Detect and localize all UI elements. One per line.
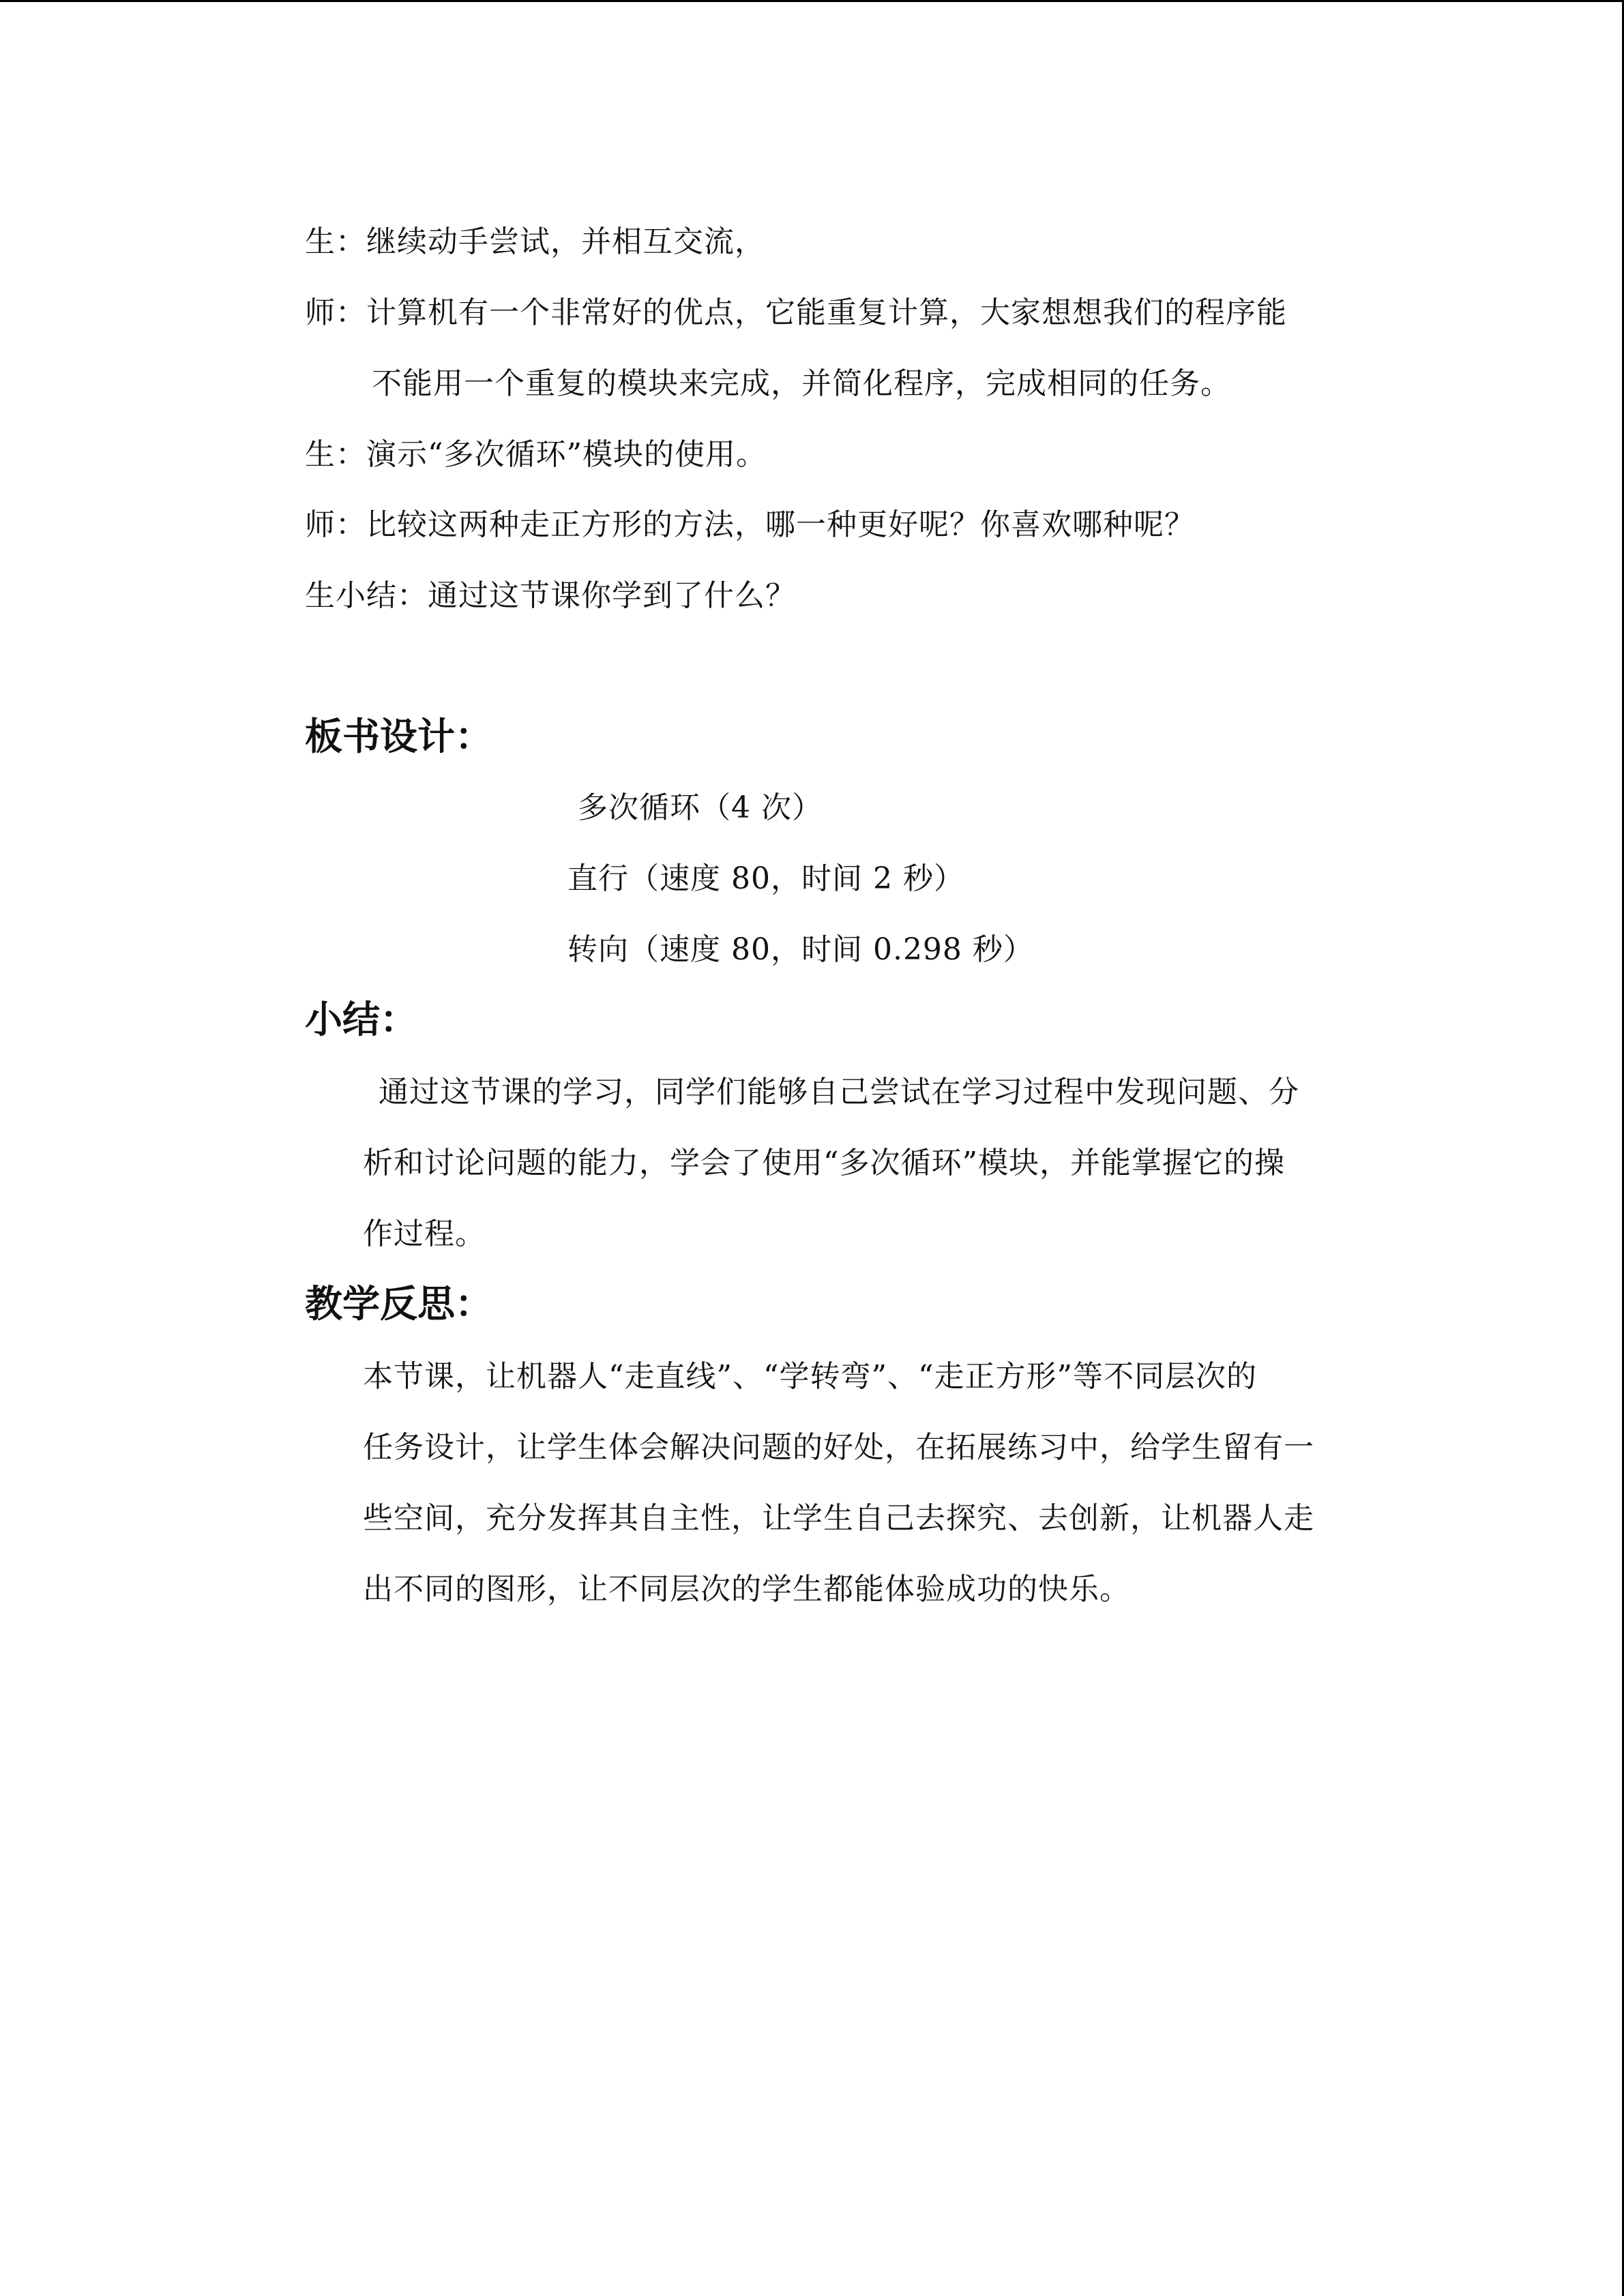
- summary-heading: 小结：: [305, 998, 418, 1041]
- reflection-line: 本节课，让机器人“走直线”、“学转弯”、“走正方形”等不同层次的: [363, 1359, 1257, 1394]
- dialogue-line: 生：演示“多次循环”模块的使用。: [305, 437, 767, 472]
- reflection-line: 任务设计，让学生体会解决问题的好处，在拓展练习中，给学生留有一: [363, 1430, 1314, 1465]
- dialogue-line: 师：比较这两种走正方形的方法，哪一种更好呢？你喜欢哪种呢？: [305, 507, 1195, 542]
- reflection-line: 些空间，充分发挥其自主性，让学生自己去探究、去创新，让机器人走: [363, 1501, 1314, 1536]
- dialogue-line: 生：继续动手尝试，并相互交流，: [305, 224, 765, 259]
- page-top-border: [0, 0, 1624, 2]
- board-line: 直行（速度 80，时间 2 秒）: [567, 861, 964, 896]
- dialogue-line-continued: 不能用一个重复的模块来完成，并简化程序，完成相同的任务。: [372, 366, 1231, 401]
- reflection-line: 出不同的图形，让不同层次的学生都能体验成功的快乐。: [363, 1572, 1130, 1607]
- dialogue-line: 师：计算机有一个非常好的优点，它能重复计算，大家想想我们的程序能: [305, 295, 1287, 330]
- board-design-heading: 板书设计：: [305, 715, 493, 758]
- board-line: 多次循环（4 次）: [578, 790, 823, 825]
- board-line: 转向（速度 80，时间 0.298 秒）: [567, 932, 1034, 967]
- summary-line: 析和讨论问题的能力，学会了使用“多次循环”模块，并能掌握它的操: [363, 1146, 1285, 1180]
- summary-line: 作过程。: [363, 1217, 486, 1251]
- summary-line: 通过这节课的学习，同学们能够自己尝试在学习过程中发现问题、分: [379, 1075, 1299, 1109]
- reflection-heading: 教学反思：: [305, 1282, 493, 1326]
- dialogue-line: 生小结：通过这节课你学到了什么？: [305, 578, 796, 613]
